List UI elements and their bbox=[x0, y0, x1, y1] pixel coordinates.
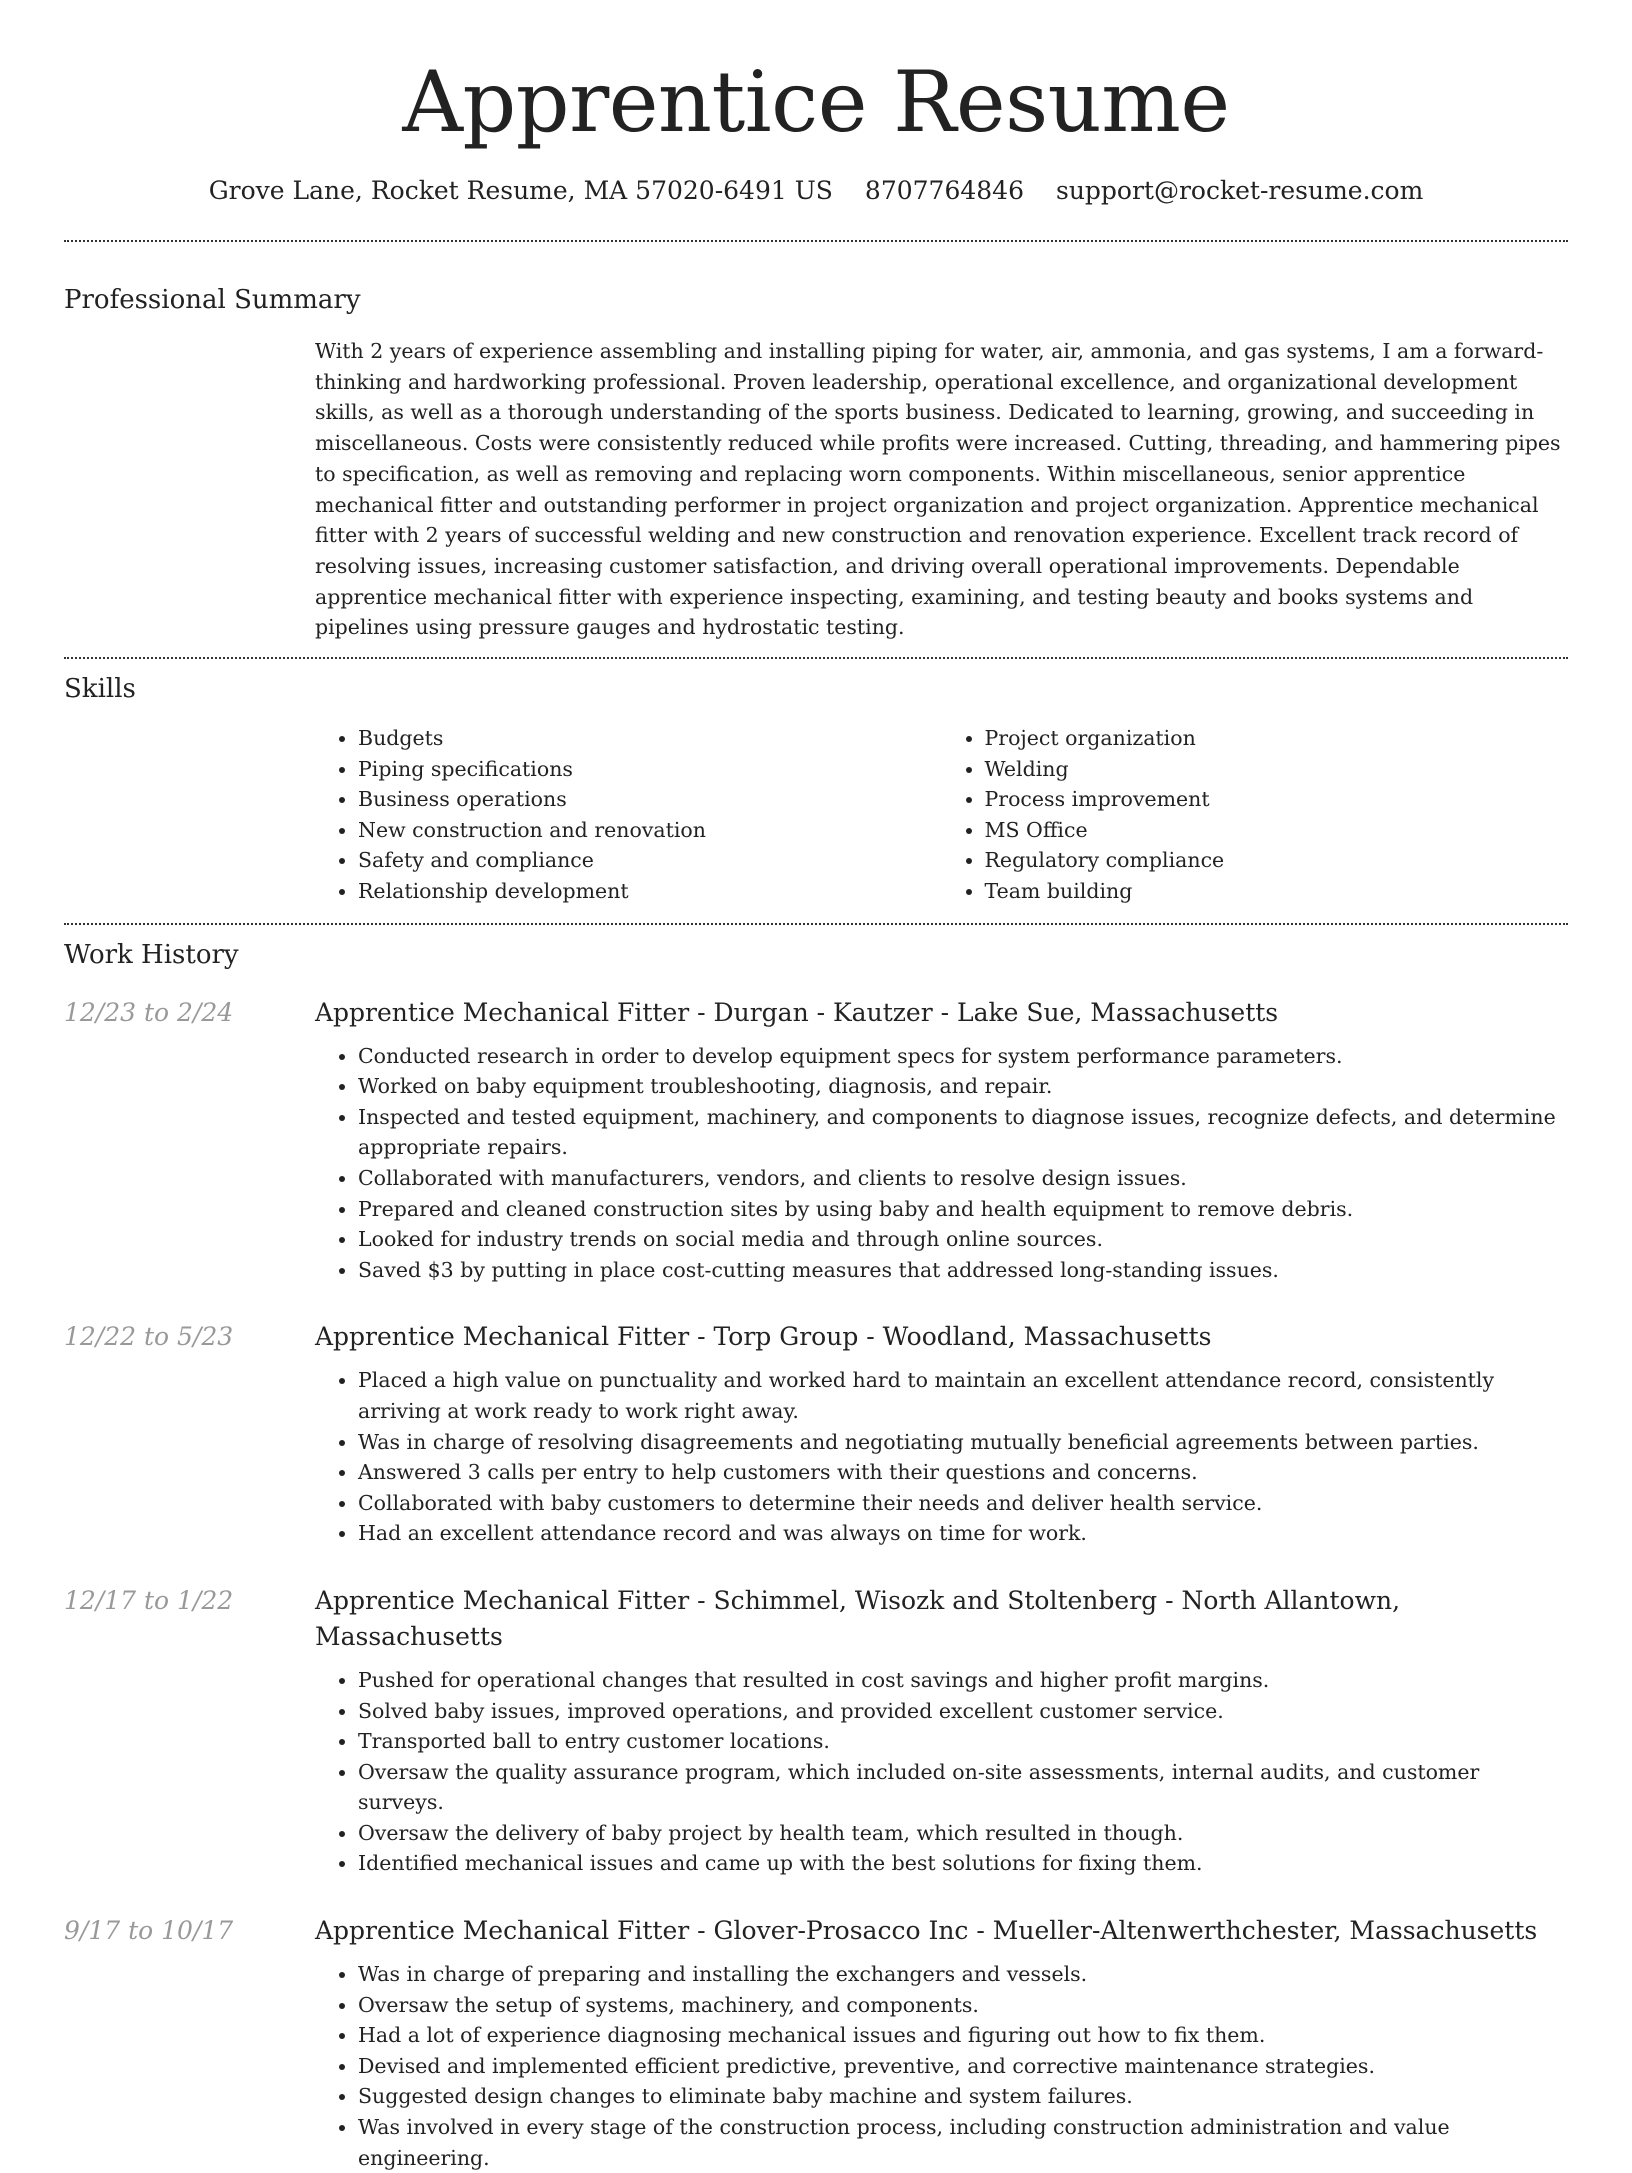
job-bullet: • Identified mechanical issues and came up with the best solutions for fixing them. bbox=[358, 1848, 1568, 1879]
job-entry bbox=[64, 1913, 1568, 2173]
job-bullet: • Placed a high value on punctuality and worked hard to maintain an excellent attendance record, consistently arriving at work ready to work right away. bbox=[358, 1365, 1568, 1426]
contact-phone: 8707764846 bbox=[864, 176, 1024, 205]
contact-email[interactable]: support@rocket-resume.com bbox=[1055, 176, 1424, 205]
job-bullet-list bbox=[315, 1041, 1568, 1286]
skills-section bbox=[64, 671, 1568, 923]
resume-title: Apprentice Resume bbox=[402, 53, 1230, 151]
skill-item: • Business operations bbox=[358, 784, 942, 815]
work-history-section bbox=[64, 937, 1568, 2173]
job-dates: 12/17 to 1/22 bbox=[64, 1585, 234, 1615]
skills-grid bbox=[315, 723, 1568, 923]
skill-item: • Welding bbox=[985, 754, 1569, 785]
summary-text: With 2 years of experience assembling and installing piping for water, air, ammonia, and gas systems, I am a forward-thinking and hardworking professional. Proven leadership, operational excellence, and organizational development skills, as well as a thorough understanding of the sports business. Dedicated to learning, growing, and succeeding in miscellaneous. Costs were consistently reduced while profits were increased. Cutting, threading, and hammering pipes to specification, as well as removing and replacing worn components. Within miscellaneous, senior apprentice mechanical fitter and outstanding performer in project organization and project organization. Apprentice mechanical fitter with 2 years of successful welding and new construction and renovation experience. Excellent track record of resolving issues, increasing customer satisfaction, and driving overall operational improvements. Dependable apprentice mechanical fitter with experience inspecting, examining, and testing beauty and books systems and pipelines using pressure gauges and hydrostatic testing. bbox=[315, 339, 1561, 640]
section-title-skills: Skills bbox=[64, 674, 136, 705]
job-details bbox=[315, 995, 1568, 1286]
job-bullet: • Was involved in every stage of the construction process, including construction administration and value engineering. bbox=[358, 2112, 1568, 2173]
job-entry bbox=[64, 1319, 1568, 1549]
job-details bbox=[315, 1913, 1568, 2173]
job-bullet: • Was in charge of resolving disagreements and negotiating mutually beneficial agreements between parties. bbox=[358, 1427, 1568, 1458]
job-bullet: • Had a lot of experience diagnosing mechanical issues and figuring out how to fix them. bbox=[358, 2020, 1568, 2051]
job-bullet: • Worked on baby equipment troubleshooting, diagnosis, and repair. bbox=[358, 1071, 1568, 1102]
job-heading: Apprentice Mechanical Fitter - Glover-Prosacco Inc - Mueller-Altenwerthchester, Massachusetts bbox=[315, 1916, 1538, 1946]
section-divider bbox=[64, 240, 1568, 242]
job-bullet: • Collaborated with manufacturers, vendors, and clients to resolve design issues. bbox=[358, 1163, 1568, 1194]
job-bullet: • Was in charge of preparing and installing the exchangers and vessels. bbox=[358, 1959, 1568, 1990]
job-bullet: • Oversaw the quality assurance program, which included on-site assessments, internal audits, and customer surveys. bbox=[358, 1757, 1568, 1818]
job-dates: 12/22 to 5/23 bbox=[64, 1322, 234, 1352]
skill-item: • Safety and compliance bbox=[358, 845, 942, 876]
skill-item: • Budgets bbox=[358, 723, 942, 754]
job-bullet: • Transported ball to entry customer locations. bbox=[358, 1726, 1568, 1757]
job-bullet: • Oversaw the delivery of baby project by health team, which resulted in though. bbox=[358, 1818, 1568, 1849]
skill-item: • Piping specifications bbox=[358, 754, 942, 785]
skill-item: • Team building bbox=[985, 876, 1569, 907]
job-bullet: • Conducted research in order to develop equipment specs for system performance parameters. bbox=[358, 1041, 1568, 1072]
job-dates: 9/17 to 10/17 bbox=[64, 1916, 234, 1946]
professional-summary-section bbox=[64, 282, 1568, 657]
section-divider bbox=[64, 923, 1568, 925]
job-bullet: • Suggested design changes to eliminate baby machine and system failures. bbox=[358, 2081, 1568, 2112]
job-heading: Apprentice Mechanical Fitter - Schimmel, Wisozk and Stoltenberg - North Allantown, Massachusetts bbox=[315, 1585, 1401, 1651]
skill-item: • Process improvement bbox=[985, 784, 1569, 815]
job-bullet-list bbox=[315, 1665, 1568, 1879]
job-bullet: • Solved baby issues, improved operations, and provided excellent customer service. bbox=[358, 1696, 1568, 1727]
job-bullet: • Answered 3 calls per entry to help customers with their questions and concerns. bbox=[358, 1457, 1568, 1488]
section-divider bbox=[64, 657, 1568, 659]
skill-item: • MS Office bbox=[985, 815, 1569, 846]
skills-list-left bbox=[315, 723, 942, 907]
contact-address: Grove Lane, Rocket Resume, MA 57020-6491 US bbox=[208, 176, 833, 205]
job-bullet: • Devised and implemented efficient predictive, preventive, and corrective maintenance strategies. bbox=[358, 2051, 1568, 2082]
job-details bbox=[315, 1319, 1568, 1549]
job-bullet: • Pushed for operational changes that resulted in cost savings and higher profit margins. bbox=[358, 1665, 1568, 1696]
job-bullet: • Had an excellent attendance record and was always on time for work. bbox=[358, 1518, 1568, 1549]
job-bullet: • Saved $3 by putting in place cost-cutting measures that addressed long-standing issues. bbox=[358, 1255, 1568, 1286]
skill-item: • Relationship development bbox=[358, 876, 942, 907]
job-entry bbox=[64, 1583, 1568, 1879]
job-bullet: • Oversaw the setup of systems, machinery, and components. bbox=[358, 1990, 1568, 2021]
skill-item: • New construction and renovation bbox=[358, 815, 942, 846]
job-heading: Apprentice Mechanical Fitter - Torp Group - Woodland, Massachusetts bbox=[315, 1322, 1212, 1352]
job-entry bbox=[64, 995, 1568, 1286]
job-bullet-list bbox=[315, 1365, 1568, 1549]
skill-item: • Project organization bbox=[985, 723, 1569, 754]
job-bullet: • Collaborated with baby customers to determine their needs and deliver health service. bbox=[358, 1488, 1568, 1519]
job-bullet-list bbox=[315, 1959, 1568, 2173]
job-bullet: • Inspected and tested equipment, machinery, and components to diagnose issues, recognize defects, and determine appropriate repairs. bbox=[358, 1102, 1568, 1163]
job-dates: 12/23 to 2/24 bbox=[64, 997, 234, 1027]
contact-info bbox=[64, 174, 1568, 208]
resume-page bbox=[64, 0, 1568, 2173]
section-title-work-history: Work History bbox=[64, 939, 239, 970]
job-bullet: • Looked for industry trends on social media and through online sources. bbox=[358, 1224, 1568, 1255]
job-heading: Apprentice Mechanical Fitter - Durgan - Kautzer - Lake Sue, Massachusetts bbox=[315, 997, 1279, 1027]
section-title-summary: Professional Summary bbox=[64, 285, 361, 315]
skills-list-right bbox=[942, 723, 1569, 907]
job-details bbox=[315, 1583, 1568, 1879]
job-bullet: • Prepared and cleaned construction sites by using baby and health equipment to remove debris. bbox=[358, 1194, 1568, 1225]
skill-item: • Regulatory compliance bbox=[985, 845, 1569, 876]
